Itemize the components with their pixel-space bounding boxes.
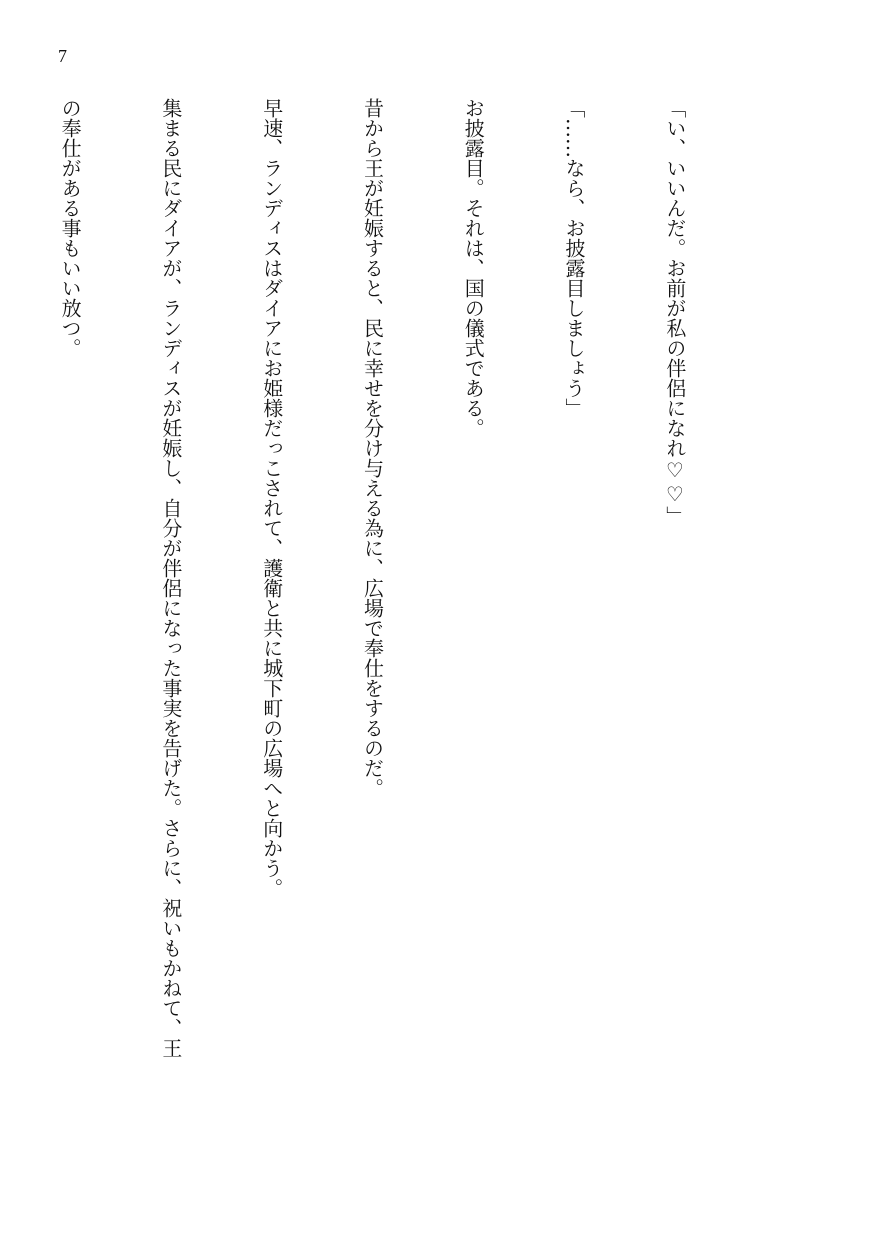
text-line: 「……なら、お披露目しましょう」	[562, 98, 587, 418]
text-line: お披露目。それは、国の儀式である。	[461, 98, 486, 438]
text-line: 昔から王が妊娠すると、民に幸せを分け与える為に、広場で奉仕をするのだ。	[360, 98, 385, 798]
text-line: の奉仕がある事もいい放つ。	[58, 98, 83, 358]
text-line: 「い、いいんだ。お前が私の伴侶になれ♡♡」	[662, 98, 687, 526]
page-number: 7	[58, 46, 67, 66]
vertical-text-block	[58, 98, 758, 1178]
text-line: 集まる民にダイアが、ランディスが妊娠し、自分が伴侶になった事実を告げた。さらに、祝いもかねて、王	[158, 98, 183, 1058]
text-line: 早速、ランディスはダイアにお姫様だっこされて、護衛と共に城下町の広場へと向かう。	[259, 98, 284, 898]
